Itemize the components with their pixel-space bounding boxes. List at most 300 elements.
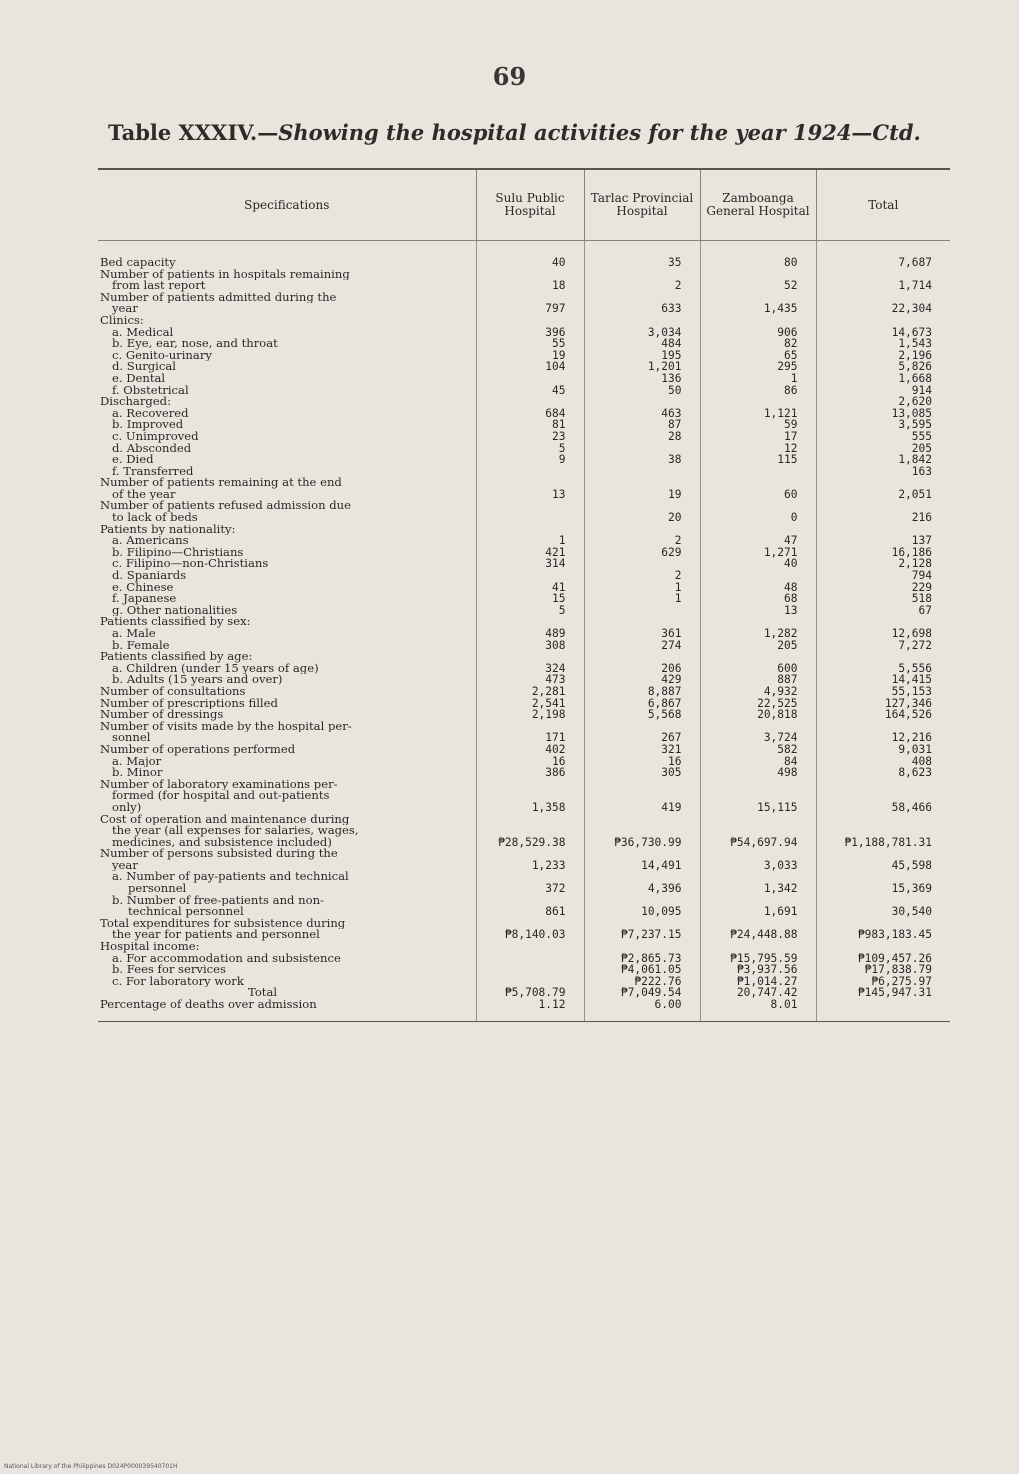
cell-value: 52 xyxy=(700,280,816,292)
cell-value xyxy=(700,814,816,826)
cell-value: 195 xyxy=(584,350,700,362)
table-row xyxy=(98,327,950,339)
table-body xyxy=(98,241,950,1022)
cell-value xyxy=(476,814,584,826)
cell-value: 15,115 xyxy=(700,802,816,814)
cell-value: ₱24,448.88 xyxy=(700,929,816,941)
cell-value xyxy=(476,790,584,802)
row-label: b. Fees for services xyxy=(112,964,226,976)
cell-value: 50 xyxy=(584,385,700,397)
cell-value: 887 xyxy=(700,674,816,686)
page-number: 69 xyxy=(492,62,527,91)
table-row xyxy=(98,976,950,988)
cell-value: 7,687 xyxy=(816,241,950,269)
table-row xyxy=(98,790,950,802)
cell-value xyxy=(584,477,700,489)
table-row xyxy=(98,558,950,570)
table-row xyxy=(98,373,950,385)
row-label: b. Number of free-patients and non- xyxy=(112,894,324,907)
footer-note: National Library of the Philippines D024P000039540701H xyxy=(4,1463,178,1470)
cell-value xyxy=(584,315,700,327)
cell-value xyxy=(816,616,950,628)
cell-value xyxy=(700,721,816,733)
table-row xyxy=(98,918,950,930)
cell-value: 82 xyxy=(700,338,816,350)
cell-value: 1,271 xyxy=(700,547,816,559)
cell-value: 1,358 xyxy=(476,802,584,814)
cell-value: 3,034 xyxy=(584,327,700,339)
row-label: a. For accommodation and subsistence xyxy=(112,952,341,965)
cell-value xyxy=(700,524,816,536)
cell-value: 2,196 xyxy=(816,350,950,362)
cell-value: 906 xyxy=(700,327,816,339)
cell-value xyxy=(584,466,700,478)
row-label: Patients classified by age: xyxy=(100,651,253,663)
cell-value: 60 xyxy=(700,489,816,501)
table-row xyxy=(98,466,950,478)
cell-value xyxy=(816,941,950,953)
table-row xyxy=(98,640,950,652)
cell-value: 12 xyxy=(700,443,816,455)
cell-value xyxy=(700,500,816,512)
cell-value xyxy=(584,616,700,628)
cell-value: 555 xyxy=(816,431,950,443)
cell-value xyxy=(476,964,584,976)
cell-value xyxy=(476,373,584,385)
cell-value: ₱7,049.54 xyxy=(584,987,700,999)
cell-value: 84 xyxy=(700,756,816,768)
cell-value: 8,887 xyxy=(584,686,700,698)
cell-value: 20,818 xyxy=(700,709,816,721)
cell-value xyxy=(584,605,700,617)
cell-value: ₱2,865.73 xyxy=(584,953,700,965)
row-label: e. Chinese xyxy=(112,581,174,594)
cell-value xyxy=(584,269,700,281)
row-label: c. Unimproved xyxy=(112,430,199,443)
row-label: formed (for hospital and out-patients xyxy=(112,790,330,802)
cell-value: 1,714 xyxy=(816,280,950,292)
cell-value: 4,932 xyxy=(700,686,816,698)
row-label: a. Male xyxy=(112,628,156,640)
cell-value: 629 xyxy=(584,547,700,559)
header-sulu: Sulu Public Hospital xyxy=(476,169,584,241)
cell-value xyxy=(584,895,700,907)
cell-value xyxy=(816,524,950,536)
cell-value xyxy=(700,848,816,860)
table-row xyxy=(98,848,950,860)
cell-value: 23 xyxy=(476,431,584,443)
cell-value xyxy=(816,315,950,327)
cell-value: 305 xyxy=(584,767,700,779)
row-label: Patients by nationality: xyxy=(100,523,236,536)
table-row xyxy=(98,756,950,768)
row-label: a. Americans xyxy=(112,535,189,547)
cell-value: ₱109,457.26 xyxy=(816,953,950,965)
cell-value: 45,598 xyxy=(816,860,950,872)
row-label: Patients classified by sex: xyxy=(100,616,251,628)
row-label: d. Absconded xyxy=(112,442,192,455)
cell-value: 40 xyxy=(700,558,816,570)
table-title-prefix: Table XXXIV.— xyxy=(108,120,279,145)
cell-value: 164,526 xyxy=(816,709,950,721)
cell-value: 324 xyxy=(476,663,584,675)
header-zamboanga: Zamboanga General Hospital xyxy=(700,169,816,241)
table-row xyxy=(98,419,950,431)
cell-value: 274 xyxy=(584,640,700,652)
cell-value: 22,525 xyxy=(700,698,816,710)
cell-value: 421 xyxy=(476,547,584,559)
cell-value: 16 xyxy=(584,756,700,768)
cell-value xyxy=(816,871,950,883)
cell-value: 684 xyxy=(476,408,584,420)
table-row xyxy=(98,489,950,501)
cell-value: 206 xyxy=(584,663,700,675)
cell-value: 484 xyxy=(584,338,700,350)
cell-value: 3,033 xyxy=(700,860,816,872)
cell-value: 104 xyxy=(476,361,584,373)
cell-value: 12,216 xyxy=(816,732,950,744)
cell-value xyxy=(584,292,700,304)
cell-value xyxy=(700,396,816,408)
table-row xyxy=(98,338,950,350)
row-label: b. Filipino—Christians xyxy=(112,546,244,559)
table-row xyxy=(98,292,950,304)
cell-value xyxy=(584,558,700,570)
cell-value xyxy=(584,443,700,455)
cell-value: ₱983,183.45 xyxy=(816,929,950,941)
cell-value: 2,281 xyxy=(476,686,584,698)
cell-value: 81 xyxy=(476,419,584,431)
table-row xyxy=(98,895,950,907)
row-label: Percentage of deaths over admission xyxy=(98,999,476,1021)
cell-value: 14,673 xyxy=(816,327,950,339)
cell-value: ₱3,937.56 xyxy=(700,964,816,976)
cell-value xyxy=(816,848,950,860)
table-row xyxy=(98,698,950,710)
row-label: Discharged: xyxy=(100,396,171,408)
cell-value: 473 xyxy=(476,674,584,686)
row-label: Clinics: xyxy=(100,314,144,327)
table-row xyxy=(98,663,950,675)
cell-value: 67 xyxy=(816,605,950,617)
row-label: Number of persons subsisted during the xyxy=(100,848,338,860)
cell-value: 386 xyxy=(476,767,584,779)
cell-value: 267 xyxy=(584,732,700,744)
table-row xyxy=(98,802,950,814)
table-row xyxy=(98,814,950,826)
cell-value: 1,435 xyxy=(700,303,816,315)
table-row xyxy=(98,883,950,895)
cell-value: 205 xyxy=(816,443,950,455)
cell-value: 8,623 xyxy=(816,767,950,779)
cell-value xyxy=(816,779,950,791)
cell-value: 1,121 xyxy=(700,408,816,420)
cell-value: 38 xyxy=(584,454,700,466)
cell-value xyxy=(700,315,816,327)
cell-value: 633 xyxy=(584,303,700,315)
cell-value: 314 xyxy=(476,558,584,570)
row-label: Number of prescriptions filled xyxy=(100,697,278,710)
cell-value xyxy=(476,651,584,663)
row-label: a. Recovered xyxy=(112,407,189,420)
table-row xyxy=(98,593,950,605)
cell-value xyxy=(816,895,950,907)
cell-value: 600 xyxy=(700,663,816,675)
cell-value xyxy=(816,790,950,802)
cell-value: 9,031 xyxy=(816,744,950,756)
table-row xyxy=(98,837,950,849)
row-label: e. Dental xyxy=(112,372,166,385)
cell-value xyxy=(476,721,584,733)
row-label: only) xyxy=(112,801,142,814)
cell-value xyxy=(700,941,816,953)
cell-value: ₱8,140.03 xyxy=(476,929,584,941)
row-label: Number of patients refused admission due xyxy=(100,500,351,513)
cell-value: 14,415 xyxy=(816,674,950,686)
cell-value: 518 xyxy=(816,593,950,605)
cell-value: 1,543 xyxy=(816,338,950,350)
cell-value: 45 xyxy=(476,385,584,397)
cell-value xyxy=(700,918,816,930)
cell-value: 372 xyxy=(476,883,584,895)
cell-value: 1.12 xyxy=(476,999,584,1021)
cell-value: 16,186 xyxy=(816,547,950,559)
cell-value xyxy=(700,616,816,628)
table-row xyxy=(98,500,950,512)
cell-value: 2,128 xyxy=(816,558,950,570)
cell-value xyxy=(816,292,950,304)
row-label: sonnel xyxy=(112,732,151,744)
cell-value xyxy=(816,477,950,489)
table-row xyxy=(98,385,950,397)
cell-value xyxy=(584,500,700,512)
table-row xyxy=(98,779,950,791)
cell-value: 30,540 xyxy=(816,906,950,918)
cell-value: 136 xyxy=(584,373,700,385)
cell-value xyxy=(476,466,584,478)
cell-value: 5 xyxy=(476,443,584,455)
cell-value: ₱54,697.94 xyxy=(700,837,816,849)
table-row xyxy=(98,269,950,281)
row-label: Total xyxy=(248,987,278,999)
table-row xyxy=(98,605,950,617)
table-row xyxy=(98,443,950,455)
cell-value: 40 xyxy=(476,241,584,269)
row-label: Number of dressings xyxy=(100,709,224,721)
cell-value: 489 xyxy=(476,628,584,640)
cell-value xyxy=(700,292,816,304)
cell-value xyxy=(584,825,700,837)
table-row xyxy=(98,524,950,536)
cell-value: 13 xyxy=(476,489,584,501)
table-title-subtitle: Showing the hospital activities for the year 1924—Ctd. xyxy=(278,120,921,145)
cell-value: ₱1,188,781.31 xyxy=(816,837,950,849)
table-row xyxy=(98,477,950,489)
row-label: g. Other nationalities xyxy=(112,604,238,617)
cell-value xyxy=(584,814,700,826)
cell-value xyxy=(584,651,700,663)
cell-value: 1,668 xyxy=(816,373,950,385)
cell-value: ₱5,708.79 xyxy=(476,987,584,999)
cell-value: ₱1,014.27 xyxy=(700,976,816,988)
cell-value xyxy=(816,918,950,930)
table-row xyxy=(98,709,950,721)
cell-value: 16 xyxy=(476,756,584,768)
row-label: Total expenditures for subsistence during xyxy=(100,917,346,930)
cell-value xyxy=(584,871,700,883)
cell-value: ₱15,795.59 xyxy=(700,953,816,965)
table-row xyxy=(98,628,950,640)
row-label: f. Obstetrical xyxy=(112,384,189,397)
row-label: the year for patients and personnel xyxy=(112,929,320,942)
cell-value xyxy=(816,814,950,826)
cell-value: 13,085 xyxy=(816,408,950,420)
cell-value: 10,095 xyxy=(584,906,700,918)
cell-value: 9 xyxy=(476,454,584,466)
table-row xyxy=(98,941,950,953)
cell-value: ₱4,061.05 xyxy=(584,964,700,976)
cell-value: 861 xyxy=(476,906,584,918)
cell-value xyxy=(700,779,816,791)
cell-value: 1,691 xyxy=(700,906,816,918)
cell-value xyxy=(584,779,700,791)
cell-value xyxy=(476,871,584,883)
cell-value: 396 xyxy=(476,327,584,339)
cell-value: 914 xyxy=(816,385,950,397)
table-row xyxy=(98,686,950,698)
header-total: Total xyxy=(816,169,950,241)
cell-value: 80 xyxy=(700,241,816,269)
row-label: personnel xyxy=(128,883,187,895)
cell-value: 408 xyxy=(816,756,950,768)
cell-value: 35 xyxy=(584,241,700,269)
row-label: Number of patients admitted during the xyxy=(100,291,337,304)
cell-value: 48 xyxy=(700,582,816,594)
cell-value xyxy=(476,616,584,628)
cell-value xyxy=(816,651,950,663)
table-row xyxy=(98,860,950,872)
cell-value: 5,826 xyxy=(816,361,950,373)
cell-value: 6.00 xyxy=(584,999,700,1021)
table-row xyxy=(98,767,950,779)
cell-value: 419 xyxy=(584,802,700,814)
cell-value: 1 xyxy=(584,593,700,605)
cell-value xyxy=(476,315,584,327)
cell-value xyxy=(700,477,816,489)
row-label: Hospital income: xyxy=(100,941,200,953)
table-row xyxy=(98,999,950,1021)
cell-value: 115 xyxy=(700,454,816,466)
cell-value xyxy=(476,292,584,304)
cell-value: 2 xyxy=(584,280,700,292)
cell-value xyxy=(584,524,700,536)
cell-value: 163 xyxy=(816,466,950,478)
row-label: a. Medical xyxy=(112,326,174,339)
cell-value xyxy=(476,269,584,281)
table-row xyxy=(98,315,950,327)
cell-value xyxy=(584,790,700,802)
header-specifications: Specifications xyxy=(98,169,476,241)
cell-value: 321 xyxy=(584,744,700,756)
hospital-activities-table xyxy=(98,168,950,1022)
table-row xyxy=(98,570,950,582)
cell-value: 1,342 xyxy=(700,883,816,895)
row-label: from last report xyxy=(112,280,206,292)
cell-value xyxy=(476,512,584,524)
table-row xyxy=(98,906,950,918)
row-label: d. Spaniards xyxy=(112,570,187,582)
cell-value: 582 xyxy=(700,744,816,756)
table-header-row xyxy=(98,169,950,241)
cell-value: 18 xyxy=(476,280,584,292)
cell-value: 17 xyxy=(700,431,816,443)
table-row xyxy=(98,987,950,999)
cell-value: 15 xyxy=(476,593,584,605)
cell-value: 2 xyxy=(584,535,700,547)
cell-value xyxy=(476,500,584,512)
row-label: Cost of operation and maintenance during xyxy=(100,813,350,826)
cell-value xyxy=(700,466,816,478)
cell-value: 229 xyxy=(816,582,950,594)
cell-value xyxy=(476,976,584,988)
table-row xyxy=(98,721,950,733)
cell-value: 22,304 xyxy=(816,303,950,315)
cell-value: 13 xyxy=(700,605,816,617)
cell-value: 7,272 xyxy=(816,640,950,652)
header-tarlac: Tarlac Provincial Hospital xyxy=(584,169,700,241)
table-row xyxy=(98,871,950,883)
cell-value: 47 xyxy=(700,535,816,547)
cell-value: 1,282 xyxy=(700,628,816,640)
table-row xyxy=(98,241,950,269)
row-label: Number of patients remaining at the end xyxy=(100,477,342,489)
cell-value xyxy=(476,825,584,837)
table-row xyxy=(98,964,950,976)
row-label: c. For laboratory work xyxy=(112,975,244,988)
row-label: f. Transferred xyxy=(112,465,194,478)
cell-value xyxy=(816,825,950,837)
row-label: b. Female xyxy=(112,639,170,652)
cell-value xyxy=(700,790,816,802)
cell-value xyxy=(700,651,816,663)
cell-value: 1 xyxy=(476,535,584,547)
cell-value: 65 xyxy=(700,350,816,362)
table-row xyxy=(98,408,950,420)
row-label: a. Children (under 15 years of age) xyxy=(112,662,319,675)
cell-value: 3,595 xyxy=(816,419,950,431)
cell-value xyxy=(476,953,584,965)
row-label: b. Adults (15 years and over) xyxy=(112,674,283,686)
cell-value: 2,541 xyxy=(476,698,584,710)
cell-value: 41 xyxy=(476,582,584,594)
cell-value xyxy=(476,570,584,582)
cell-value: 137 xyxy=(816,535,950,547)
table-row xyxy=(98,535,950,547)
cell-value: 12,698 xyxy=(816,628,950,640)
cell-value xyxy=(476,918,584,930)
row-label: year xyxy=(112,303,138,315)
cell-value: ₱6,275.97 xyxy=(816,976,950,988)
cell-value: 2,620 xyxy=(816,396,950,408)
cell-value: 3,724 xyxy=(700,732,816,744)
cell-value: 463 xyxy=(584,408,700,420)
row-label: f. Japanese xyxy=(112,593,177,605)
row-label: Bed capacity xyxy=(100,255,176,269)
cell-value: ₱222.76 xyxy=(584,976,700,988)
cell-value: 5,568 xyxy=(584,709,700,721)
cell-value xyxy=(584,721,700,733)
cell-value: 797 xyxy=(476,303,584,315)
